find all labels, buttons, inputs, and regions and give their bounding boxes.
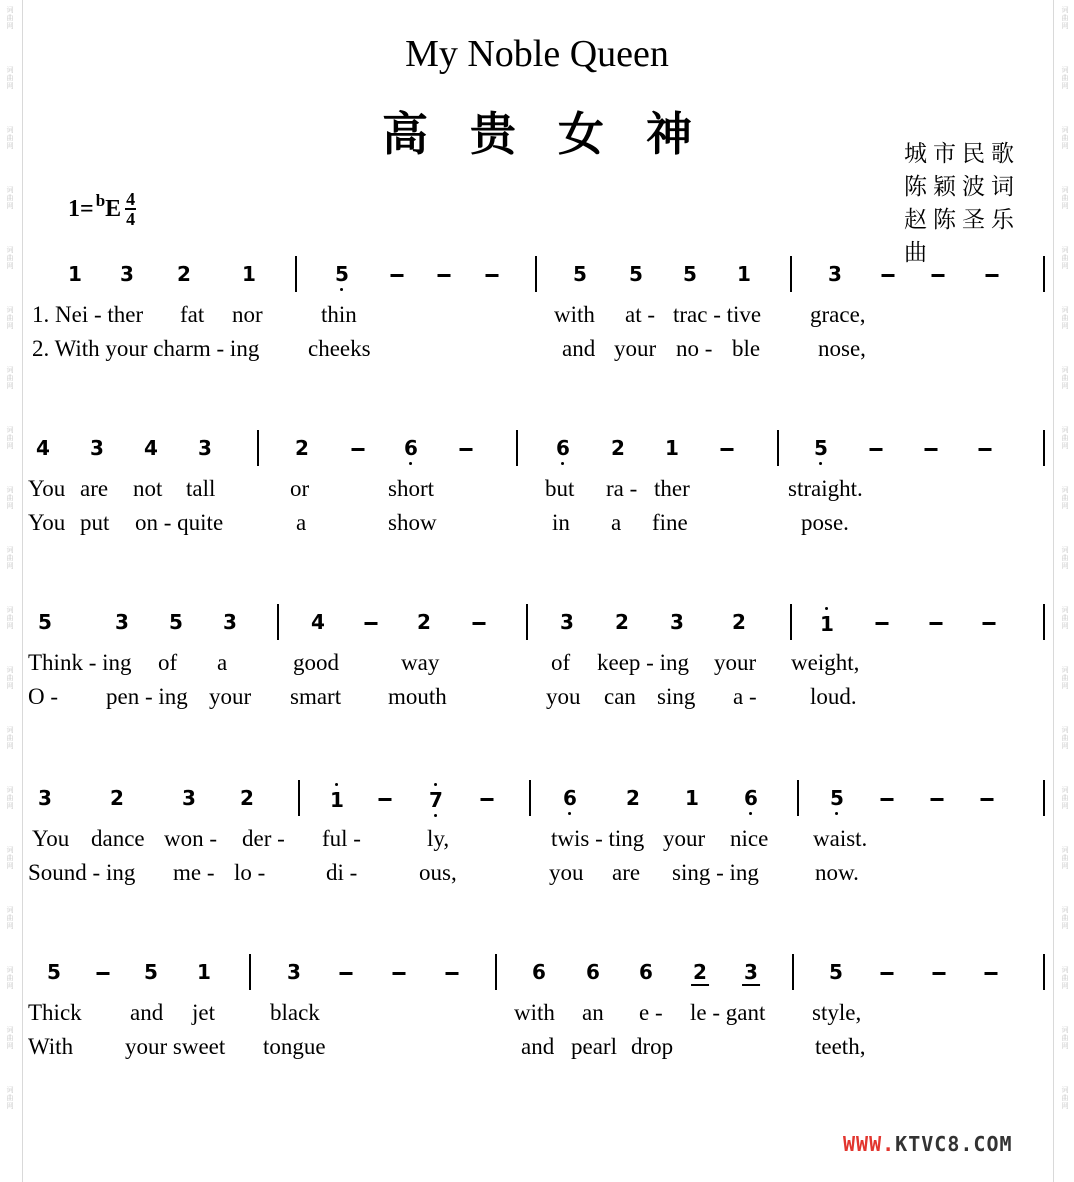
lyric-word: You (28, 510, 66, 535)
note: 7 (429, 788, 443, 812)
side-watermark-text: 词 曲 网 (6, 66, 14, 90)
lyric-word: pose. (801, 510, 849, 535)
note: 3 (670, 610, 684, 634)
note: 3 (198, 436, 212, 460)
note: 4 (36, 436, 50, 460)
note-dash (365, 622, 378, 625)
note-dash (986, 274, 999, 277)
side-watermark-text: 词 曲 网 (6, 786, 14, 810)
lyric-word: With (28, 1034, 74, 1059)
note-dash (446, 972, 459, 975)
side-watermark-text: 词 曲 网 (1061, 726, 1069, 750)
side-watermark-text: 词 曲 网 (1061, 846, 1069, 870)
note: 1 (737, 262, 751, 286)
bar-line (797, 780, 799, 816)
time-bottom: 4 (126, 209, 136, 229)
note: 5 (629, 262, 643, 286)
side-watermark-text: 词 曲 网 (1061, 186, 1069, 210)
notes-line (0, 948, 1074, 988)
note-dash (932, 274, 945, 277)
key-signature (68, 190, 136, 228)
lyric-word: you (549, 860, 584, 885)
lyric-verse-1 (0, 476, 1074, 506)
lyric-word: nose, (818, 336, 866, 361)
bar-line (1043, 604, 1045, 640)
note: 3 (223, 610, 237, 634)
lyric-word: fine (652, 510, 688, 535)
note: 5 (683, 262, 697, 286)
note-dash (870, 448, 883, 451)
side-watermark-text: 词 曲 网 (1061, 246, 1069, 270)
lyric-word: trac - tive (673, 302, 762, 327)
note-dash (930, 622, 943, 625)
note: 4 (311, 610, 325, 634)
note: 2 (626, 786, 640, 810)
side-watermark-text: 词 曲 网 (1061, 366, 1069, 390)
lyric-word: ous, (419, 860, 457, 885)
side-watermark-text: 词 曲 网 (6, 966, 14, 990)
lyric-word: keep - ing (597, 650, 689, 675)
lyric-word: and (130, 1000, 164, 1025)
lyric-word: a (611, 510, 622, 535)
side-watermark-text: 词 曲 网 (6, 906, 14, 930)
title-chinese: 高贵女神 (382, 107, 734, 161)
side-watermark-text: 词 曲 网 (1061, 426, 1069, 450)
note: 6 (586, 960, 600, 984)
lyric-word: loud. (810, 684, 857, 709)
site-watermark-part2: KTVC8.COM (895, 1132, 1013, 1156)
bar-line (516, 430, 518, 466)
side-watermark-text: 词 曲 网 (1061, 486, 1069, 510)
lyrics-block (0, 826, 1074, 906)
note: 3 (287, 960, 301, 984)
lyric-word: can (604, 684, 636, 709)
lyric-word: in (552, 510, 570, 535)
note-dash (340, 972, 353, 975)
note: 3 (38, 786, 52, 810)
note-dash (379, 798, 392, 801)
lyrics-block (0, 476, 1074, 556)
side-watermark-text: 词 曲 网 (6, 186, 14, 210)
lyric-verse-2 (0, 860, 1074, 890)
lyric-word: tongue (263, 1034, 326, 1059)
note: 2 (693, 960, 707, 984)
note-dash (979, 448, 992, 451)
lyric-word: your (714, 650, 757, 675)
note-dash (981, 798, 994, 801)
side-watermark-text: 词 曲 网 (1061, 306, 1069, 330)
side-watermark-text: 词 曲 网 (1061, 786, 1069, 810)
side-watermark-text: 词 曲 网 (1061, 1026, 1069, 1050)
lyric-word: of (158, 650, 178, 675)
note: 1 (330, 788, 344, 812)
note: 2 (615, 610, 629, 634)
note-dash (931, 798, 944, 801)
side-watermark-text: 词 曲 网 (1061, 606, 1069, 630)
lyric-word: dance (91, 826, 145, 851)
bar-line (257, 430, 259, 466)
lyric-word: and (562, 336, 596, 361)
lyric-word: me - (173, 860, 215, 885)
lyric-word: not (133, 476, 163, 501)
note: 1 (197, 960, 211, 984)
side-watermark-text: 词 曲 网 (1061, 666, 1069, 690)
lyric-verse-2 (0, 684, 1074, 714)
lyric-word: way (401, 650, 440, 675)
lyric-word: fat (180, 302, 205, 327)
lyric-word: now. (815, 860, 859, 885)
note-dash (881, 798, 894, 801)
side-watermark-text: 词 曲 网 (6, 246, 14, 270)
bar-line (295, 256, 297, 292)
side-watermark-text: 词 曲 网 (1061, 1086, 1069, 1110)
note: 2 (417, 610, 431, 634)
lyric-word: good (293, 650, 339, 675)
lyric-word: le - gant (690, 1000, 766, 1025)
score-row-4 (0, 774, 1074, 924)
note-dash (393, 972, 406, 975)
side-watermark-text: 词 曲 网 (6, 1026, 14, 1050)
lyric-word: drop (631, 1034, 674, 1059)
note: 1 (665, 436, 679, 460)
lyric-word: short (388, 476, 434, 501)
bar-line (529, 780, 531, 816)
lyric-verse-2 (0, 336, 1074, 366)
lyric-word: a (296, 510, 307, 535)
lyric-word: with (514, 1000, 555, 1025)
lyric-word: ly, (427, 826, 450, 851)
note: 3 (744, 960, 758, 984)
side-watermark-text: 词 曲 网 (6, 306, 14, 330)
note: 2 (110, 786, 124, 810)
lyric-word: ra - (606, 476, 638, 501)
lyric-word: smart (290, 684, 342, 709)
lyric-word: your (209, 684, 252, 709)
lyric-word: with (554, 302, 595, 327)
note: 5 (814, 436, 828, 460)
score-row-5 (0, 948, 1074, 1098)
key-tonic: E (105, 195, 122, 222)
bar-line (1043, 430, 1045, 466)
lyric-word: waist. (813, 826, 868, 851)
lyric-word: or (290, 476, 310, 501)
lyric-word: You (28, 476, 66, 501)
note-dash (481, 798, 494, 801)
note: 6 (404, 436, 418, 460)
lyric-word: ble (732, 336, 761, 361)
lyric-word: weight, (791, 650, 860, 675)
side-watermark-text: 词 曲 网 (1061, 966, 1069, 990)
note-dash (352, 448, 365, 451)
score-row-2 (0, 424, 1074, 574)
note: 3 (828, 262, 842, 286)
note: 2 (611, 436, 625, 460)
bar-line (495, 954, 497, 990)
lyric-word: 1. Nei - ther (32, 302, 144, 327)
note: 5 (38, 610, 52, 634)
bar-line (790, 256, 792, 292)
lyric-word: twis - ting (551, 826, 645, 851)
lyric-word: Sound - ing (28, 860, 136, 885)
lyric-word: cheeks (308, 336, 371, 361)
note: 6 (563, 786, 577, 810)
lyric-word: straight. (788, 476, 863, 501)
bar-line (277, 604, 279, 640)
note-dash (721, 448, 734, 451)
lyric-word: You (32, 826, 70, 851)
lyric-word: your (614, 336, 657, 361)
side-watermark-text: 词 曲 网 (1061, 66, 1069, 90)
side-watermark-text: 词 曲 网 (6, 846, 14, 870)
lyric-word: put (80, 510, 110, 535)
side-watermark-text: 词 曲 网 (6, 6, 14, 30)
notes-line (0, 774, 1074, 814)
side-watermark-text: 词 曲 网 (6, 486, 14, 510)
note: 1 (68, 262, 82, 286)
lyric-word: of (551, 650, 571, 675)
bar-line (249, 954, 251, 990)
note: 1 (820, 612, 834, 636)
lyric-verse-1 (0, 1000, 1074, 1030)
note: 3 (120, 262, 134, 286)
lyric-word: style, (812, 1000, 862, 1025)
note: 5 (144, 960, 158, 984)
lyrics-block (0, 302, 1074, 382)
lyric-word: nice (730, 826, 769, 851)
note: 2 (240, 786, 254, 810)
time-top: 4 (126, 189, 136, 209)
lyric-word: but (545, 476, 575, 501)
note: 5 (47, 960, 61, 984)
note: 4 (144, 436, 158, 460)
note: 2 (732, 610, 746, 634)
lyric-word: teeth, (815, 1034, 866, 1059)
bar-line (777, 430, 779, 466)
lyric-word: ther (654, 476, 690, 501)
title-english: My Noble Queen (405, 33, 669, 75)
lyric-word: jet (192, 1000, 215, 1025)
bar-line (298, 780, 300, 816)
note-dash (983, 622, 996, 625)
note: 6 (556, 436, 570, 460)
note: 2 (177, 262, 191, 286)
lyric-word: e - (639, 1000, 663, 1025)
note-dash (438, 274, 451, 277)
note-dash (460, 448, 473, 451)
note: 5 (335, 262, 349, 286)
lyric-word: on - quite (135, 510, 224, 535)
lyric-verse-1 (0, 826, 1074, 856)
side-watermark-text: 词 曲 网 (1061, 6, 1069, 30)
key-prefix: 1= (68, 195, 94, 222)
note-dash (933, 972, 946, 975)
lyric-word: are (612, 860, 641, 885)
lyric-word: no - (676, 336, 713, 361)
notes-line (0, 598, 1074, 638)
side-watermark-text: 词 曲 网 (6, 606, 14, 630)
note: 1 (685, 786, 699, 810)
note: 3 (182, 786, 196, 810)
note: 2 (295, 436, 309, 460)
side-watermark-text: 词 曲 网 (6, 426, 14, 450)
side-watermark-text: 词 曲 网 (1061, 126, 1069, 150)
bar-line (1043, 780, 1045, 816)
lyric-verse-1 (0, 650, 1074, 680)
lyrics-block (0, 650, 1074, 730)
note: 3 (90, 436, 104, 460)
note: 5 (169, 610, 183, 634)
note-dash (925, 448, 938, 451)
lyric-word: a - (733, 684, 757, 709)
side-watermark-text: 词 曲 网 (1061, 906, 1069, 930)
side-watermark-text: 词 曲 网 (6, 1086, 14, 1110)
note-dash (391, 274, 404, 277)
notes-line (0, 424, 1074, 464)
side-watermark-text: 词 曲 网 (6, 546, 14, 570)
note-dash (881, 972, 894, 975)
lyric-word: and (521, 1034, 555, 1059)
note-dash (486, 274, 499, 277)
side-watermark-text: 词 曲 网 (6, 126, 14, 150)
side-watermark-text: 词 曲 网 (6, 726, 14, 750)
note: 3 (560, 610, 574, 634)
bar-line (792, 954, 794, 990)
notes-line (0, 250, 1074, 290)
time-signature (125, 190, 136, 228)
site-watermark (843, 1132, 1013, 1156)
lyric-word: sing (657, 684, 696, 709)
side-watermark-text: 词 曲 网 (6, 366, 14, 390)
lyric-verse-1 (0, 302, 1074, 332)
lyric-verse-2 (0, 510, 1074, 540)
note: 6 (639, 960, 653, 984)
site-watermark-part1: WWW. (843, 1132, 896, 1156)
lyric-word: mouth (388, 684, 447, 709)
bar-line (1043, 256, 1045, 292)
lyric-word: lo - (234, 860, 266, 885)
lyric-word: thin (321, 302, 357, 327)
lyric-word: Thick (28, 1000, 82, 1025)
credit-lyricist: 陈颖波词 (904, 174, 1020, 200)
lyric-word: are (80, 476, 109, 501)
lyric-word: ful - (322, 826, 361, 851)
score-row-1 (0, 250, 1074, 400)
note-dash (473, 622, 486, 625)
lyric-word: sing - ing (672, 860, 759, 885)
lyric-word: nor (232, 302, 263, 327)
lyric-word: Think - ing (28, 650, 132, 675)
note: 5 (829, 960, 843, 984)
lyric-word: an (582, 1000, 604, 1025)
lyric-word: der - (242, 826, 285, 851)
lyric-word: di - (326, 860, 358, 885)
note-dash (876, 622, 889, 625)
lyric-word: a (217, 650, 228, 675)
lyric-word: black (270, 1000, 320, 1025)
side-watermark-text: 词 曲 网 (6, 666, 14, 690)
bar-line (526, 604, 528, 640)
flat-icon: b (95, 191, 106, 210)
lyric-word: your sweet (125, 1034, 226, 1059)
octave-dot (434, 783, 437, 786)
credit-composer: 赵陈圣乐 曲 (904, 207, 1020, 266)
lyric-verse-2 (0, 1034, 1074, 1064)
lyric-word: at - (625, 302, 656, 327)
credit-genre: 城市民歌 (904, 141, 1020, 167)
lyric-word: 2. With your charm - ing (32, 336, 260, 361)
lyric-word: O - (28, 684, 59, 709)
note-dash (97, 972, 110, 975)
note: 5 (830, 786, 844, 810)
bar-line (790, 604, 792, 640)
lyrics-block (0, 1000, 1074, 1080)
bar-line (535, 256, 537, 292)
lyric-word: pearl (571, 1034, 617, 1059)
bar-line (1043, 954, 1045, 990)
lyric-word: your (663, 826, 706, 851)
note: 3 (115, 610, 129, 634)
lyric-word: grace, (810, 302, 866, 327)
octave-dot (825, 607, 828, 610)
lyric-word: show (388, 510, 437, 535)
note-dash (985, 972, 998, 975)
note-dash (882, 274, 895, 277)
octave-dot (335, 783, 338, 786)
note: 5 (573, 262, 587, 286)
note: 6 (744, 786, 758, 810)
score-row-3 (0, 598, 1074, 748)
note: 6 (532, 960, 546, 984)
lyric-word: tall (186, 476, 216, 501)
note: 1 (242, 262, 256, 286)
lyric-word: you (546, 684, 581, 709)
side-watermark-text: 词 曲 网 (1061, 546, 1069, 570)
lyric-word: pen - ing (106, 684, 188, 709)
lyric-word: won - (164, 826, 218, 851)
